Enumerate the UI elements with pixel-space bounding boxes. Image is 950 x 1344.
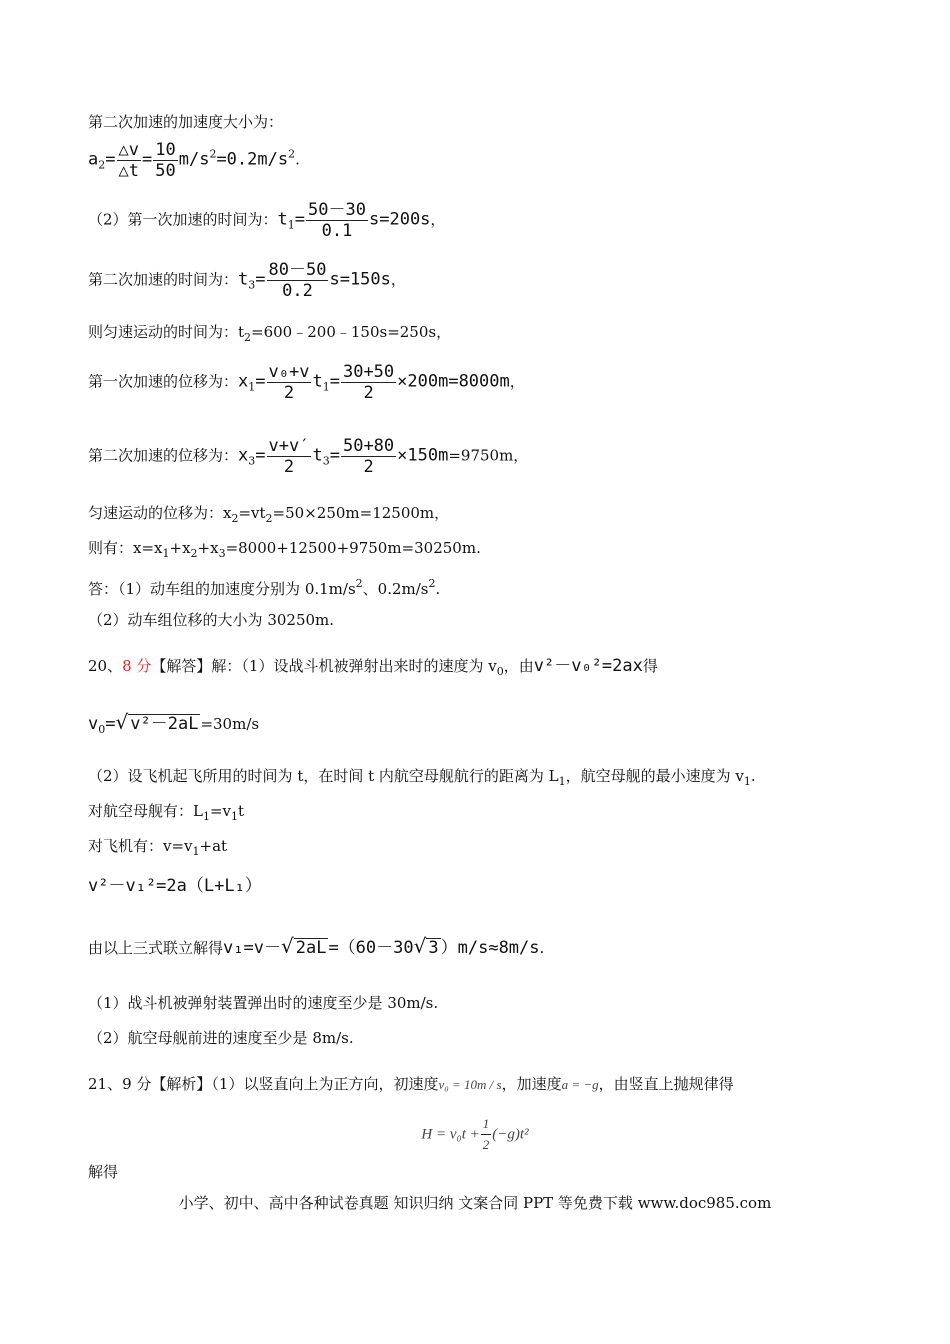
equation-line: v²－v₁²=2a（L+L₁） — [88, 876, 262, 896]
equation-v0: $v_0=√$ v²－2aL =30m/s — [88, 710, 260, 736]
text-line: 对航空母舰有：$L_1=v_1t$ — [88, 802, 245, 823]
answer-line: （1）战斗机被弹射装置弹出时的速度至少是 30m/s. — [88, 994, 439, 1012]
equation-h: H = v₀t + $\frac{1}{2}$ (−g)t² — [0, 1114, 950, 1155]
text-line: 匀速运动的位移为：$x_2=vt_2=50\times 250m=12500m$， — [88, 504, 450, 525]
text-line: 则有：$x=x_1+x_2+x_3=8000+12500+9750m=30250m$. — [88, 539, 481, 560]
equation-v1: 由以上三式联立解得v₁=v－√ 2aL =（60－30√ 3 ）m/s≈8m/s. — [88, 934, 545, 958]
text-line: 则匀速运动的时间为：$t_2=600﹣200﹣150s=250s$， — [88, 323, 452, 344]
page-footer: 小学、初中、高中各种试卷真题 知识归纳 文案合同 PPT 等免费下载 www.doc985.com — [178, 1194, 772, 1212]
equation-t3: 第二次加速的时间为：$t_3=$ $\frac{80-50}{0.2}$ s=150s， — [88, 260, 406, 301]
answer-line: 答：（1）动车组的加速度分别为 $0.1m/s^2$、$0.2m/s^2$. — [88, 577, 441, 598]
equation-x1: 第一次加速的位移为：$x_1=$ $\frac{\text{v₀+v}}{2}$ $t_1=$ $\frac{30+50}{2}$ ×200m=8000m， — [88, 362, 525, 403]
equation-t1: （2）第一次加速的时间为：$t_1=$ $\frac{50-30}{0.1}$ s=200s， — [88, 200, 446, 241]
text-line: （2）设飞机起飞所用的时间为 t，在时间 t 内航空母舰航行的距离为 $L_1$，航空母舰的最小速度为 $v_1$. — [88, 767, 756, 788]
equation-x3: 第二次加速的位移为：$x_3=$ $\frac{v+v'}{2}$ $t_3=$ $\frac{50+80}{2}$ ×150m=9750m， — [88, 436, 529, 477]
text-line: 第二次加速的加速度大小为： — [88, 113, 284, 131]
question-20-header: 20、8 分【解答】解：（1）设战斗机被弹射出来时的速度为 $v_0$，由v²－v₀²=2ax得 — [88, 656, 658, 678]
question-21-header: 21、9 分【解析】（1）以竖直向上为正方向，初速度v₀ = 10m / s，加速度a = −g，由竖直上抛规律得 — [88, 1075, 734, 1093]
equation-a2: $a_2=$ $\frac{\triangle v}{\triangle t}$ = $\frac{10}{50}$ $m/s^2=0.2m/s^2$. — [88, 140, 300, 181]
text-line: 对飞机有：$v=v_1+at$ — [88, 837, 228, 858]
answer-line: （2）动车组位移的大小为 30250m. — [88, 611, 335, 629]
text-line: 解得 — [88, 1163, 119, 1181]
answer-line: （2）航空母舰前进的速度至少是 8m/s. — [88, 1029, 354, 1047]
